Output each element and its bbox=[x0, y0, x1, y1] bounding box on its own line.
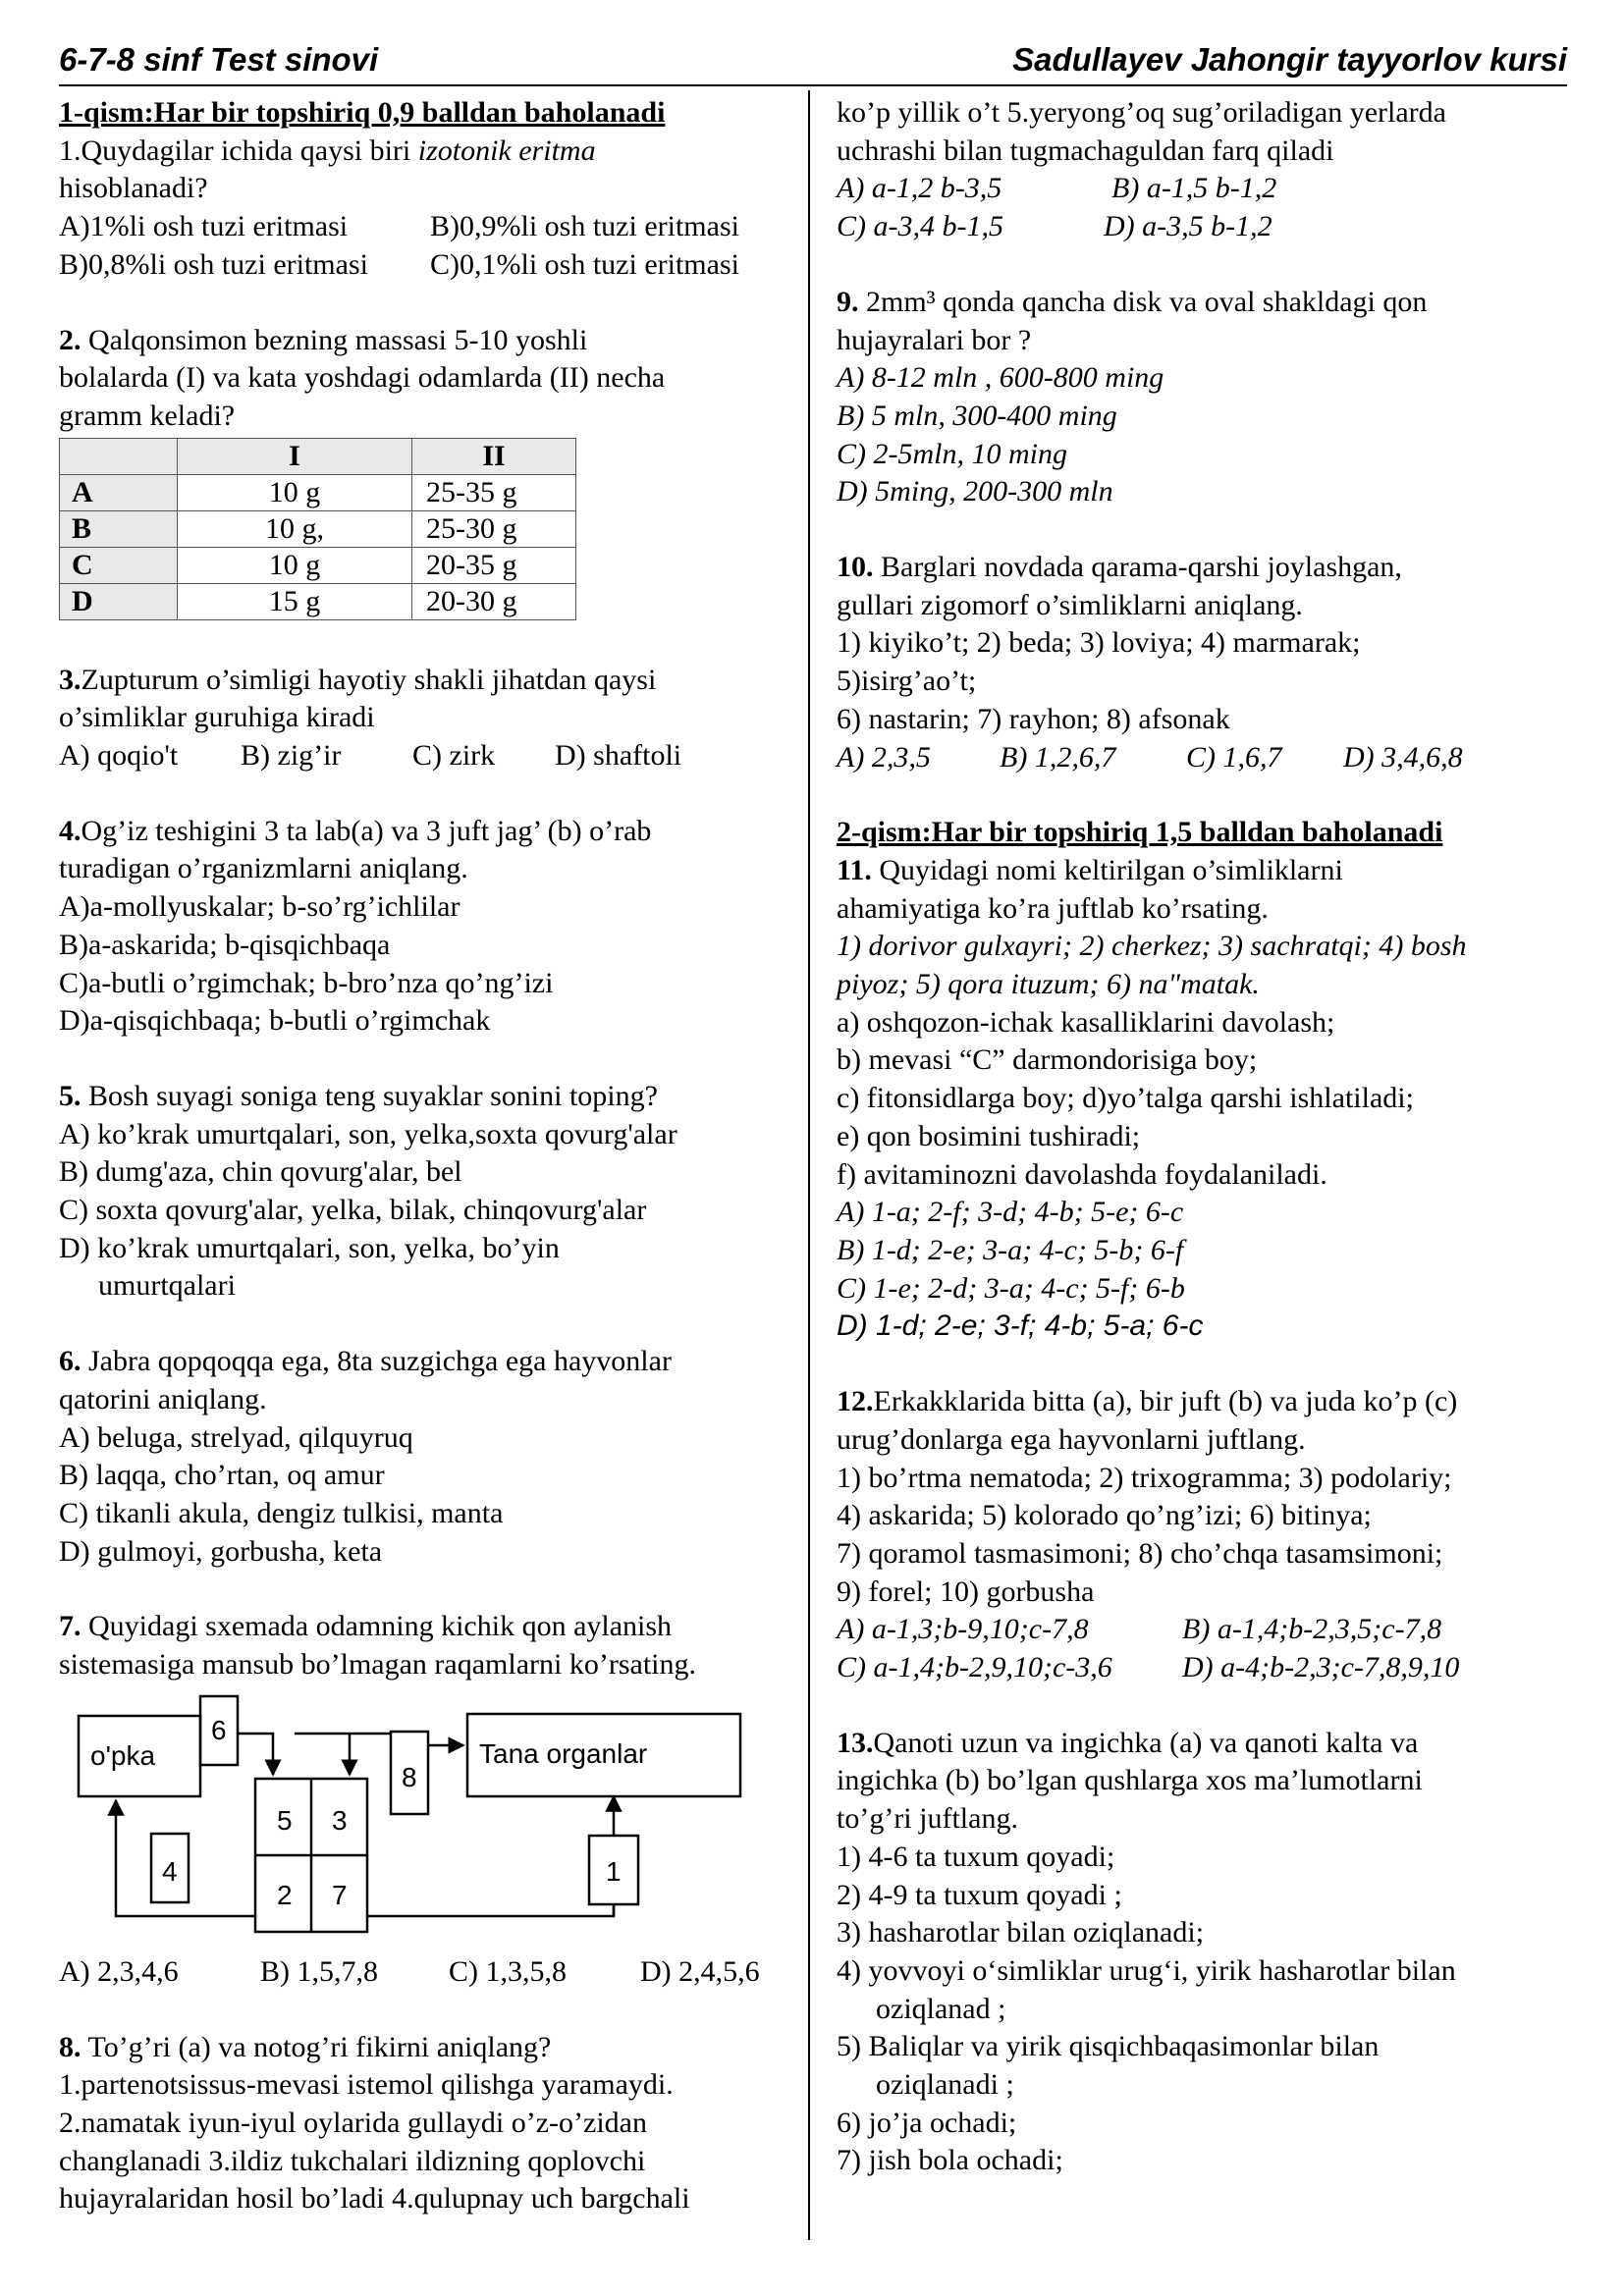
q13-text-2: ingichka (b) bo’lgan qushlarga xos ma’lumotlarni bbox=[837, 1764, 1423, 1797]
part2-heading: 2-qism:Har bir topshiriq 1,5 balldan baholanadi bbox=[837, 816, 1443, 849]
q13-item-4-cont: oziqlanad ; bbox=[876, 1992, 1006, 2025]
header-course-title: Sadullayev Jahongir tayyorlov kursi bbox=[1012, 41, 1567, 78]
q12-number: 12. bbox=[837, 1385, 874, 1418]
question-6 bbox=[59, 1343, 785, 1571]
q11-text-2: ahamiyatiga ko’ra juftlab ko’rsating. bbox=[837, 891, 1269, 925]
table-row-key: B bbox=[60, 510, 178, 547]
question-8-cont bbox=[837, 94, 1563, 246]
question-8 bbox=[59, 2029, 785, 2219]
q5-option-d[interactable]: D) ko’krak umurtqalari, son, yelka, bo’yin bbox=[59, 1231, 560, 1264]
q7-option-a[interactable]: A) 2,3,4,6 bbox=[59, 1954, 179, 1988]
q11-item-a: a) oshqozon-ichak kasalliklarini davolash; bbox=[837, 1005, 1335, 1039]
table-cell: 25-30 g bbox=[412, 510, 576, 547]
q8-text-6: ko’p yillik o’t 5.yeryong’oq sug’oriladigan yerlarda bbox=[837, 96, 1446, 129]
q5-option-d-cont: umurtqalari bbox=[98, 1269, 236, 1303]
q1-term: izotonik eritma bbox=[417, 133, 596, 167]
q7-number: 7. bbox=[59, 1610, 81, 1643]
q10-option-c[interactable]: C) 1,6,7 bbox=[1186, 740, 1282, 774]
q13-text-1: Qanoti uzun va ingichka (a) va qanoti kalta va bbox=[873, 1726, 1419, 1759]
q4-option-d[interactable]: D)a-qisqichbaqa; b-butli o’rgimchak bbox=[59, 1004, 491, 1038]
q13-text-3: to’g’ri juftlang. bbox=[837, 1802, 1018, 1836]
q4-option-b[interactable]: B)a-askarida; b-qisqichbaqa bbox=[59, 928, 391, 961]
q12-text-4: 4) askarida; 5) kolorado qo’ng’izi; 6) bitinya; bbox=[837, 1499, 1372, 1532]
page-header bbox=[59, 39, 1567, 86]
q8-text-3: 2.namatak iyun-iyul oylarida gullaydi o’z-o’zidan bbox=[59, 2106, 647, 2139]
q12-option-a[interactable]: A) a-1,3;b-9,10;c-7,8 bbox=[837, 1613, 1089, 1646]
q7-option-b[interactable]: B) 1,5,7,8 bbox=[260, 1954, 378, 1988]
table-row[interactable] bbox=[60, 547, 576, 583]
q11-item-c: c) fitonsidlarga boy; d)yo’talga qarshi ishlatiladi; bbox=[837, 1082, 1414, 1115]
question-10 bbox=[837, 549, 1563, 776]
q5-text: Bosh suyagi soniga teng suyaklar sonini toping? bbox=[81, 1079, 658, 1112]
q12-text-6: 9) forel; 10) gorbusha bbox=[837, 1575, 1095, 1608]
q5-option-c[interactable]: C) soxta qovurg'alar, yelka, bilak, chinqovurg'alar bbox=[59, 1194, 647, 1227]
q2-text-1: Qalqonsimon bezning massasi 5-10 yoshli bbox=[81, 323, 588, 356]
q7-text-1: Quyidagi sxemada odamning kichik qon aylanish bbox=[81, 1610, 673, 1643]
diagram-number-1: 1 bbox=[606, 1855, 622, 1887]
q9-option-a[interactable]: A) 8-12 mln , 600-800 ming bbox=[837, 361, 1164, 395]
q3-number: 3. bbox=[59, 663, 81, 696]
q9-option-b[interactable]: B) 5 mln, 300-400 ming bbox=[837, 399, 1117, 432]
q5-option-b[interactable]: B) dumg'aza, chin qovurg'alar, bel bbox=[59, 1155, 462, 1189]
q4-option-c[interactable]: C)a-butli o’rgimchak; b-bro’nza qo’ng’izi bbox=[59, 966, 554, 999]
q3-option-a[interactable]: A) qoqio't bbox=[59, 739, 179, 773]
table-header-blank bbox=[60, 438, 178, 474]
question-5 bbox=[59, 1078, 785, 1306]
question-7 bbox=[59, 1608, 785, 1991]
q12-option-b[interactable]: B) a-1,4;b-2,3,5;c-7,8 bbox=[1182, 1613, 1442, 1646]
q11-number: 11. bbox=[837, 853, 872, 886]
table-header-ii: II bbox=[412, 438, 576, 474]
q1-option-c[interactable]: C)0,1%li osh tuzi eritmasi bbox=[430, 247, 739, 281]
q2-answer-table bbox=[59, 438, 576, 620]
q6-option-d[interactable]: D) gulmoyi, gorbusha, keta bbox=[59, 1534, 383, 1568]
q8-text-4: changlanadi 3.ildiz tukchalari ildizning qoplovchi bbox=[59, 2144, 646, 2177]
q8-number: 8. bbox=[59, 2030, 81, 2063]
q13-number: 13. bbox=[837, 1726, 874, 1759]
q3-text-2: o’simliklar guruhiga kiradi bbox=[59, 701, 375, 734]
q4-text-1: Og’iz teshigini 3 ta lab(a) va 3 juft jag’ (b) o’rab bbox=[81, 814, 652, 847]
q8-text-2: 1.partenotsissus-mevasi istemol qilishga yaramaydi. bbox=[59, 2068, 674, 2102]
q2-text-2: bolalarda (I) va kata yoshdagi odamlarda (II) necha bbox=[59, 361, 666, 395]
q9-text-1: 2mm³ qonda qancha disk va oval shakldagi qon bbox=[858, 285, 1428, 318]
q2-number: 2. bbox=[59, 323, 81, 356]
q10-option-d[interactable]: D) 3,4,6,8 bbox=[1343, 740, 1463, 774]
question-13 bbox=[837, 1725, 1563, 2180]
q6-option-a[interactable]: A) beluga, strelyad, qilquyruq bbox=[59, 1420, 413, 1454]
q3-option-b[interactable]: B) zig’ir bbox=[241, 739, 342, 773]
diagram-number-2: 2 bbox=[277, 1879, 293, 1910]
question-9 bbox=[837, 284, 1563, 511]
q10-text-5: 6) nastarin; 7) rayhon; 8) afsonak bbox=[837, 702, 1230, 735]
q2-text-3: gramm keladi? bbox=[59, 399, 236, 432]
q12-text-1: Erkakklarida bitta (a), bir juft (b) va juda ko’p (c) bbox=[873, 1385, 1458, 1418]
q13-item-2: 2) 4-9 ta tuxum qoyadi ; bbox=[837, 1878, 1122, 1911]
table-cell: 10 g bbox=[178, 474, 412, 510]
q11-item-f: f) avitaminozni davolashda foydalaniladi. bbox=[837, 1157, 1327, 1191]
q6-option-c[interactable]: C) tikanli akula, dengiz tulkisi, manta bbox=[59, 1496, 504, 1529]
q7-text-2: sistemasiga mansub bo’lmagan raqamlarni ko’rsating. bbox=[59, 1648, 696, 1682]
q11-plants-2: piyoz; 5) qora ituzum; 6) na"matak. bbox=[837, 968, 1260, 1001]
q8-option-c[interactable]: C) a-3,4 b-1,5 bbox=[837, 210, 1003, 243]
q9-number: 9. bbox=[837, 285, 859, 318]
table-cell: 15 g bbox=[178, 583, 412, 619]
q10-text-4: 5)isirg’ao’t; bbox=[837, 665, 977, 698]
table-header-i: I bbox=[178, 438, 412, 474]
q10-text-2: gullari zigomorf o’simliklarni aniqlang. bbox=[837, 588, 1303, 621]
q6-number: 6. bbox=[59, 1345, 81, 1378]
q11-plants-1: 1) dorivor gulxayri; 2) cherkez; 3) sachratqi; 4) bosh bbox=[837, 930, 1467, 963]
q3-option-d[interactable]: D) shaftoli bbox=[555, 739, 682, 773]
column-divider bbox=[808, 90, 810, 2240]
q1-option-a[interactable]: A)1%li osh tuzi eritmasi bbox=[59, 210, 349, 243]
diagram-number-7: 7 bbox=[332, 1879, 348, 1910]
q11-option-b[interactable]: B) 1-d; 2-e; 3-a; 4-c; 5-b; 6-f bbox=[837, 1233, 1184, 1266]
q12-text-3: 1) bo’rtma nematoda; 2) trixogramma; 3) podolariy; bbox=[837, 1461, 1452, 1494]
table-row-key: C bbox=[60, 547, 178, 583]
q9-option-c[interactable]: C) 2-5mln, 10 ming bbox=[837, 437, 1067, 470]
q7-option-d[interactable]: D) 2,4,5,6 bbox=[640, 1954, 760, 1988]
q1-option-b2[interactable]: B)0,8%li osh tuzi eritmasi bbox=[59, 247, 368, 281]
q10-option-a[interactable]: A) 2,3,5 bbox=[837, 740, 931, 774]
q12-text-5: 7) qoramol tasmasimoni; 8) cho’chqa tasamsimoni; bbox=[837, 1536, 1443, 1570]
q8-text-1: To’g’ri (a) va notog’ri fikirni aniqlang? bbox=[81, 2030, 552, 2063]
q4-option-a[interactable]: A)a-mollyuskalar; b-so’rg’ichlilar bbox=[59, 890, 460, 924]
diagram-number-8: 8 bbox=[402, 1761, 417, 1792]
table-cell: 10 g, bbox=[178, 510, 412, 547]
q5-number: 5. bbox=[59, 1079, 81, 1112]
q12-option-d[interactable]: D) a-4;b-2,3;c-7,8,9,10 bbox=[1182, 1651, 1460, 1684]
table-row[interactable] bbox=[60, 510, 576, 547]
table-cell: 20-30 g bbox=[412, 583, 576, 619]
question-2 bbox=[59, 322, 785, 620]
right-column bbox=[837, 94, 1563, 2180]
q13-item-1: 1) 4-6 ta tuxum qoyadi; bbox=[837, 1840, 1115, 1873]
question-12 bbox=[837, 1383, 1563, 1687]
diagram-number-6: 6 bbox=[211, 1714, 227, 1745]
q5-option-a[interactable]: A) ko’krak umurtqalari, son, yelka,soxta qovurg'alar bbox=[59, 1117, 677, 1150]
q1-text-cont: hisoblanadi? bbox=[59, 172, 208, 205]
diagram-number-4: 4 bbox=[162, 1855, 178, 1887]
q11-option-d[interactable]: D) 1-d; 2-e; 3-f; 4-b; 5-a; 6-c bbox=[837, 1309, 1204, 1343]
q1-option-b[interactable]: B)0,9%li osh tuzi eritmasi bbox=[430, 210, 739, 243]
q8-option-b[interactable]: B) a-1,5 b-1,2 bbox=[1111, 172, 1277, 205]
q13-item-3: 3) hasharotlar bilan oziqlanadi; bbox=[837, 1916, 1205, 1949]
q8-option-d[interactable]: D) a-3,5 b-1,2 bbox=[1104, 210, 1272, 243]
table-row-key: A bbox=[60, 474, 178, 510]
q9-text-2: hujayralari bor ? bbox=[837, 323, 1032, 356]
q6-text-2: qatorini aniqlang. bbox=[59, 1382, 267, 1415]
table-cell: 10 g bbox=[178, 547, 412, 583]
q7-option-c[interactable]: C) 1,3,5,8 bbox=[449, 1954, 567, 1988]
q10-option-b[interactable]: B) 1,2,6,7 bbox=[1000, 740, 1116, 774]
q8-option-a[interactable]: A) a-1,2 b-3,5 bbox=[837, 172, 1002, 205]
table-row[interactable] bbox=[60, 474, 576, 510]
q3-option-c[interactable]: C) zirk bbox=[412, 739, 496, 773]
diagram-number-5: 5 bbox=[277, 1804, 293, 1836]
left-column bbox=[59, 94, 785, 2218]
q12-option-c[interactable]: C) a-1,4;b-2,9,10;c-3,6 bbox=[837, 1651, 1112, 1684]
q11-option-a[interactable]: A) 1-a; 2-f; 3-d; 4-b; 5-e; 6-c bbox=[837, 1196, 1184, 1229]
q11-item-e: e) qon bosimini tushiradi; bbox=[837, 1119, 1141, 1152]
q8-text-7: uchrashi bilan tugmachaguldan farq qiladi bbox=[837, 133, 1334, 167]
question-3 bbox=[59, 662, 785, 775]
q12-text-2: urug’donlarga ega hayvonlarni juftlang. bbox=[837, 1422, 1306, 1456]
q4-number: 4. bbox=[59, 814, 81, 847]
circulation-diagram-lines bbox=[59, 1688, 785, 1944]
table-cell: 25-35 g bbox=[412, 474, 576, 510]
q4-text-2: turadigan o’rganizmlarni aniqlang. bbox=[59, 852, 468, 885]
q8-text-5: hujayralaridan hosil bo’ladi 4.qulupnay uch bargchali bbox=[59, 2182, 690, 2216]
q11-text-1: Quyidagi nomi keltirilgan o’simliklarni bbox=[871, 853, 1343, 886]
question-11 bbox=[837, 852, 1563, 1346]
organs-label: Tana organlar bbox=[479, 1737, 648, 1769]
table-row-key: D bbox=[60, 583, 178, 619]
part1-heading: 1-qism:Har bir topshiriq 0,9 balldan baholanadi bbox=[59, 96, 666, 129]
q3-text-1: Zupturum o’simligi hayotiy shakli jihatdan qaysi bbox=[81, 663, 657, 696]
lung-label: o'pka bbox=[90, 1739, 156, 1771]
q9-option-d[interactable]: D) 5ming, 200-300 mln bbox=[837, 475, 1113, 508]
q13-item-6: 6) jo’ja ochadi; bbox=[837, 2106, 1017, 2139]
q13-item-7: 7) jish bola ochadi; bbox=[837, 2144, 1063, 2177]
q11-item-b: b) mevasi “C” darmondorisiga boy; bbox=[837, 1043, 1258, 1077]
diagram-number-3: 3 bbox=[332, 1804, 348, 1836]
question-4 bbox=[59, 813, 785, 1041]
q6-text-1: Jabra qopqoqqa ega, 8ta suzgichga ega hayvonlar bbox=[81, 1345, 672, 1378]
q10-number: 10. bbox=[837, 551, 874, 584]
question-1 bbox=[59, 133, 785, 285]
q6-option-b[interactable]: B) laqqa, cho’rtan, oq amur bbox=[59, 1459, 385, 1492]
q1-text: 1.Quydagilar ichida qaysi biri bbox=[59, 133, 418, 167]
q10-text-1: Barglari novdada qarama-qarshi joylashgan, bbox=[873, 551, 1402, 584]
q13-item-5: 5) Baliqlar va yirik qisqichbaqasimonlar bilan bbox=[837, 2030, 1380, 2063]
header-test-title: 6-7-8 sinf Test sinovi bbox=[59, 41, 379, 78]
q10-text-3: 1) kiyiko’t; 2) beda; 3) loviya; 4) marmarak; bbox=[837, 626, 1361, 660]
table-cell: 20-35 g bbox=[412, 547, 576, 583]
circulation-diagram bbox=[59, 1688, 785, 1944]
q11-option-c[interactable]: C) 1-e; 2-d; 3-a; 4-c; 5-f; 6-b bbox=[837, 1271, 1185, 1305]
q13-item-5-cont: oziqlanadi ; bbox=[876, 2068, 1014, 2102]
q13-item-4: 4) yovvoyi o‘simliklar urug‘i, yirik hasharotlar bilan bbox=[837, 1953, 1456, 1987]
table-row[interactable] bbox=[60, 583, 576, 619]
